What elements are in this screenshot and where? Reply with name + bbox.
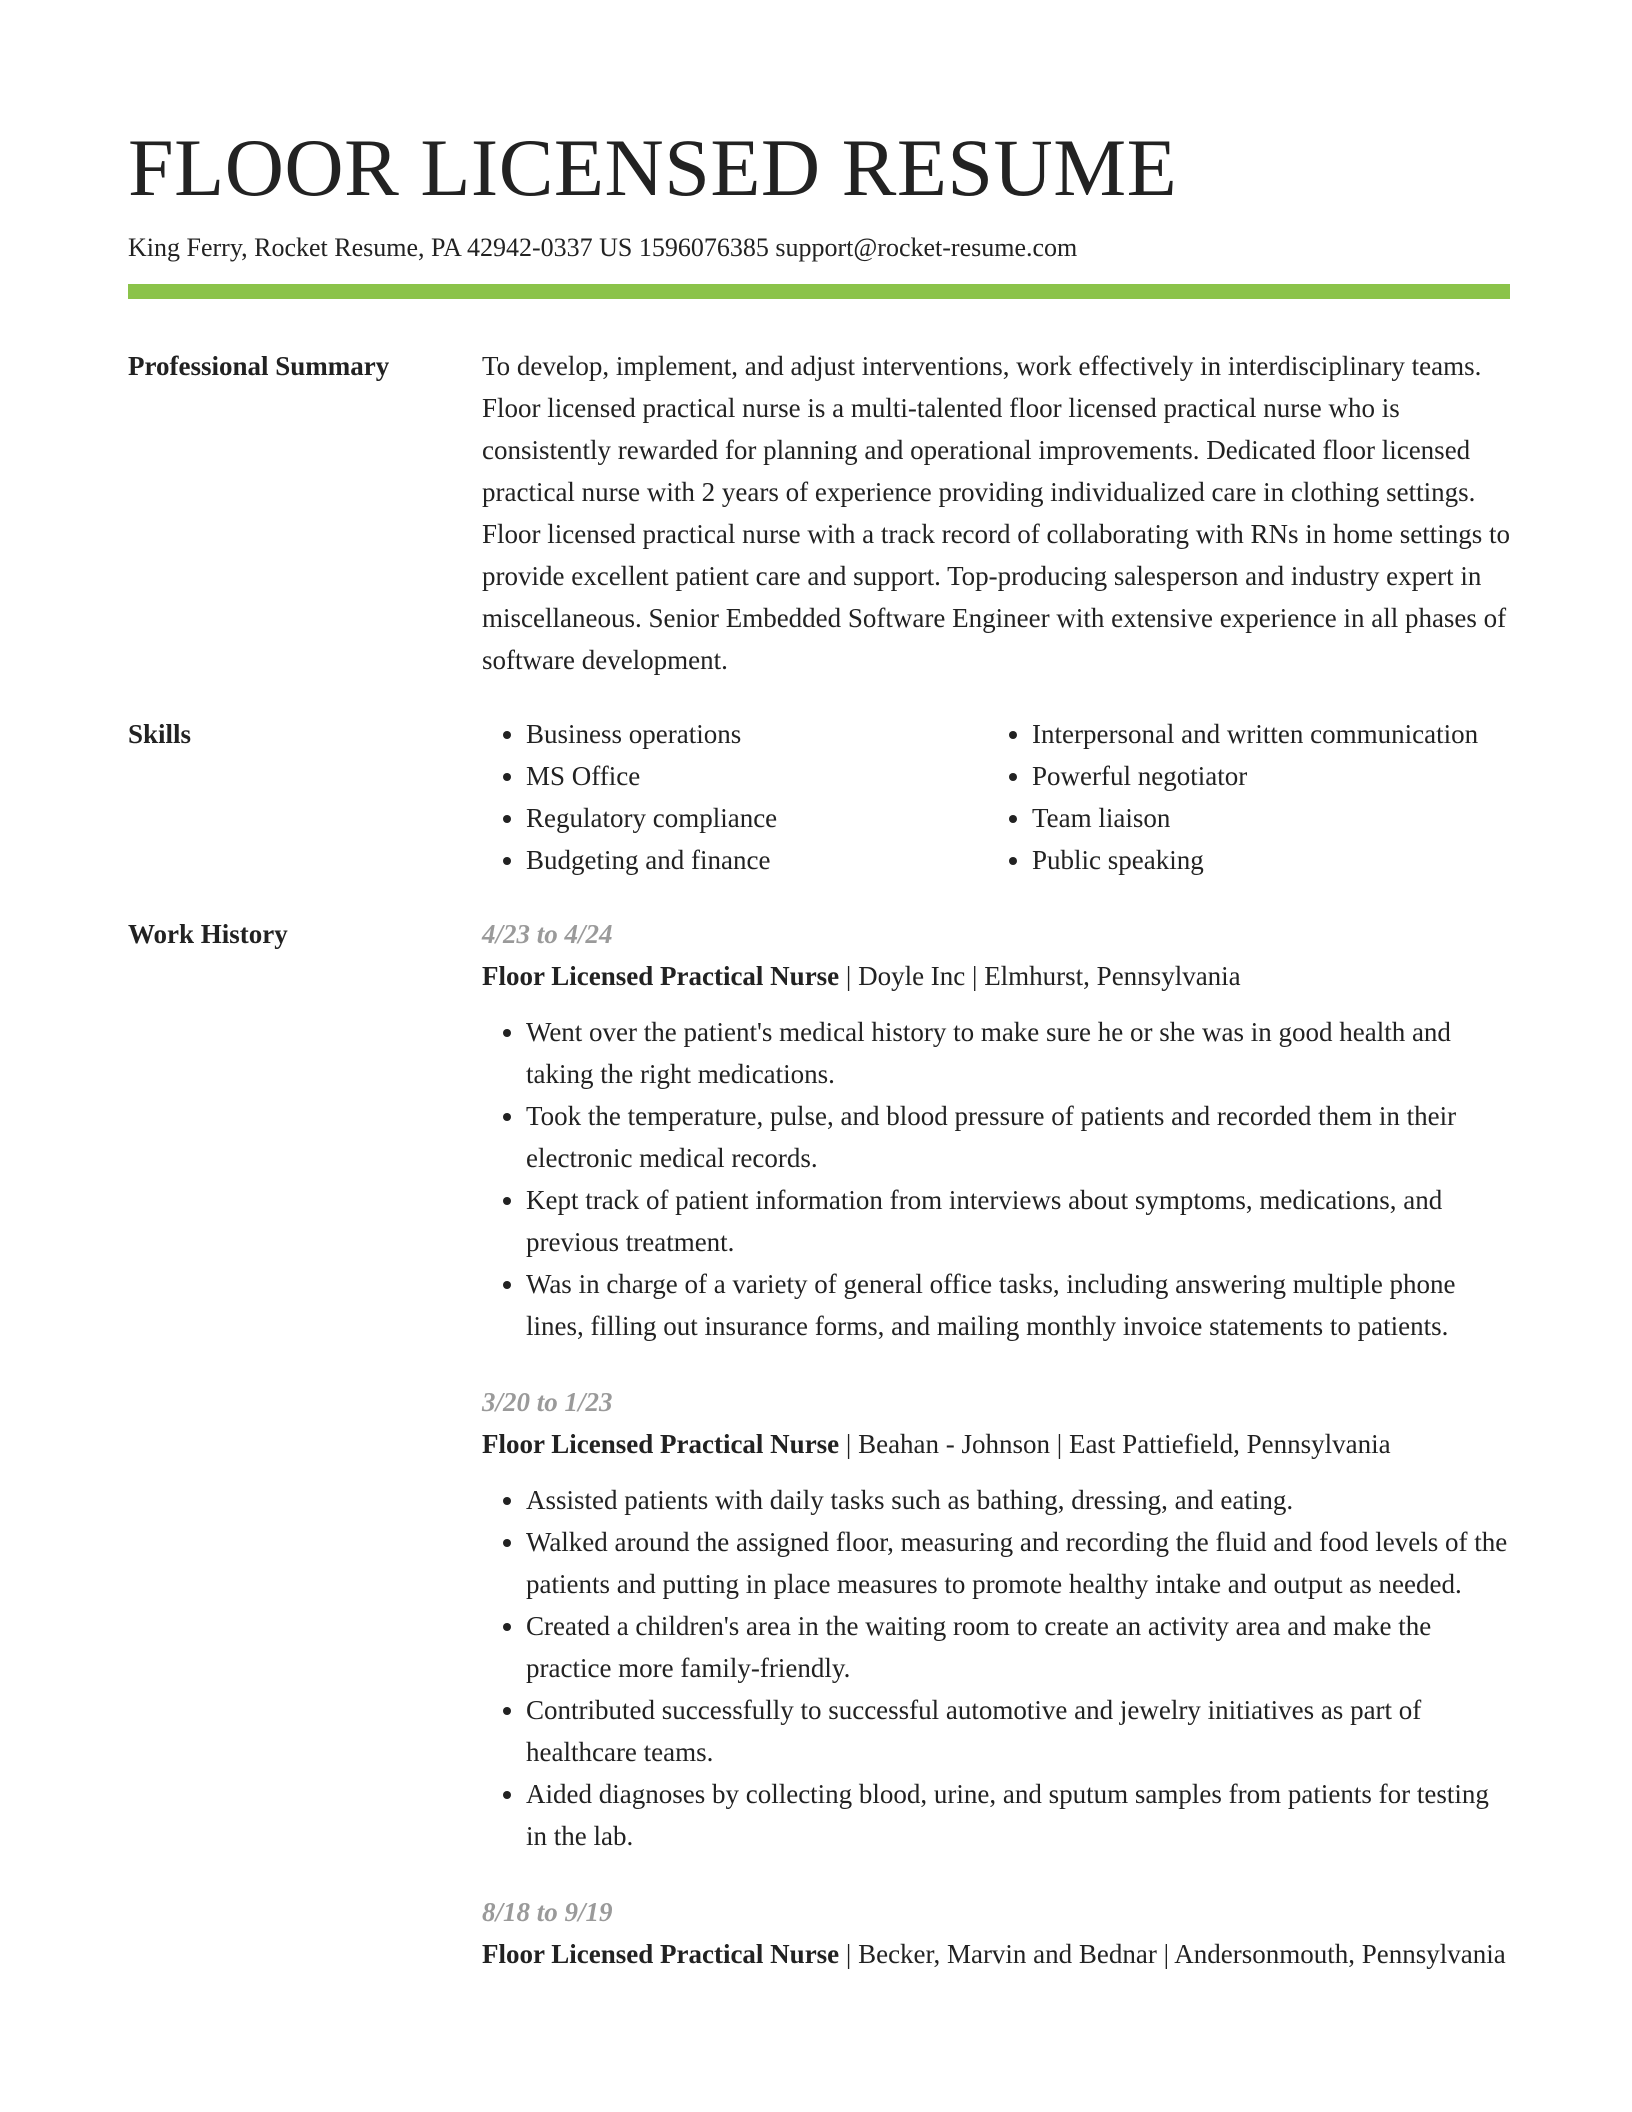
section-label-summary: Professional Summary [128, 351, 390, 381]
skills-column-1 [482, 713, 988, 881]
job-bullet: • Assisted patients with daily tasks such as bathing, dressing, and eating. [526, 1479, 1510, 1521]
job-details: | Doyle Inc | Elmhurst, Pennsylvania [839, 961, 1241, 991]
job-dates: 4/23 to 4/24 [482, 919, 613, 949]
job-bullets [482, 1011, 1510, 1347]
job-heading [482, 1933, 1510, 1975]
resume-title: FLOOR LICENSED RESUME [128, 122, 1178, 213]
work-history-list [482, 913, 1510, 2009]
job-bullet: • Was in charge of a variety of general office tasks, including answering multiple phone lines, filling out insurance forms, and mailing monthly invoice statements to patients. [526, 1263, 1510, 1347]
job-details: | Beahan - Johnson | East Pattiefield, Pennsylvania [839, 1429, 1391, 1459]
skill-item: • Public speaking [1032, 839, 1510, 881]
job-bullets [482, 1479, 1510, 1857]
job-heading [482, 1423, 1510, 1465]
job-entry [482, 1381, 1510, 1857]
work-history-section [128, 913, 1510, 2009]
skill-item: • Business operations [526, 713, 988, 755]
job-entry [482, 913, 1510, 1347]
skill-item: • Budgeting and finance [526, 839, 988, 881]
professional-summary-section [128, 345, 1510, 681]
header-divider [128, 284, 1510, 299]
job-bullet: • Created a children's area in the waiting room to create an activity area and make the practice more family-friendly. [526, 1605, 1510, 1689]
job-bullet: • Contributed successfully to successful automotive and jewelry initiatives as part of healthcare teams. [526, 1689, 1510, 1773]
skill-item: • Regulatory compliance [526, 797, 988, 839]
skills-section [128, 713, 1510, 881]
skills-list [482, 713, 1510, 881]
job-details: | Becker, Marvin and Bednar | Andersonmouth, Pennsylvania [839, 1939, 1506, 1969]
job-title: Floor Licensed Practical Nurse [482, 961, 840, 991]
job-bullet: • Walked around the assigned floor, measuring and recording the fluid and food levels of the patients and putting in place measures to promote healthy intake and output as needed. [526, 1521, 1510, 1605]
job-bullet: • Kept track of patient information from interviews about symptoms, medications, and previous treatment. [526, 1179, 1510, 1263]
summary-text: To develop, implement, and adjust interventions, work effectively in interdisciplinary teams. Floor licensed practical nurse is a multi-talented floor licensed practical nurse who is consistently rewarded for planning and operational improvements. Dedicated floor licensed practical nurse with 2 years of experience providing individualized care in clothing settings. Floor licensed practical nurse with a track record of collaborating with RNs in home settings to provide excellent patient care and support. Top-producing salesperson and industry expert in miscellaneous. Senior Embedded Software Engineer with extensive experience in all phases of software development. [482, 351, 1510, 675]
skill-item: • Team liaison [1032, 797, 1510, 839]
job-title: Floor Licensed Practical Nurse [482, 1939, 840, 1969]
skill-item: • Interpersonal and written communication [1032, 713, 1510, 755]
skill-item: • Powerful negotiator [1032, 755, 1510, 797]
skills-column-2 [988, 713, 1510, 881]
job-dates: 3/20 to 1/23 [482, 1387, 613, 1417]
section-label-skills: Skills [128, 719, 192, 749]
section-label-work: Work History [128, 919, 288, 949]
job-bullet: • Took the temperature, pulse, and blood pressure of patients and recorded them in their electronic medical records. [526, 1095, 1510, 1179]
job-dates: 8/18 to 9/19 [482, 1897, 613, 1927]
job-heading [482, 955, 1510, 997]
job-bullet: • Aided diagnoses by collecting blood, urine, and sputum samples from patients for testing in the lab. [526, 1773, 1510, 1857]
job-entry [482, 1891, 1510, 1975]
resume-page [128, 118, 1510, 2009]
job-title: Floor Licensed Practical Nurse [482, 1429, 840, 1459]
contact-line: King Ferry, Rocket Resume, PA 42942-0337 US 1596076385 support@rocket-resume.com [128, 233, 1078, 262]
skill-item: • MS Office [526, 755, 988, 797]
job-bullet: • Went over the patient's medical history to make sure he or she was in good health and taking the right medications. [526, 1011, 1510, 1095]
